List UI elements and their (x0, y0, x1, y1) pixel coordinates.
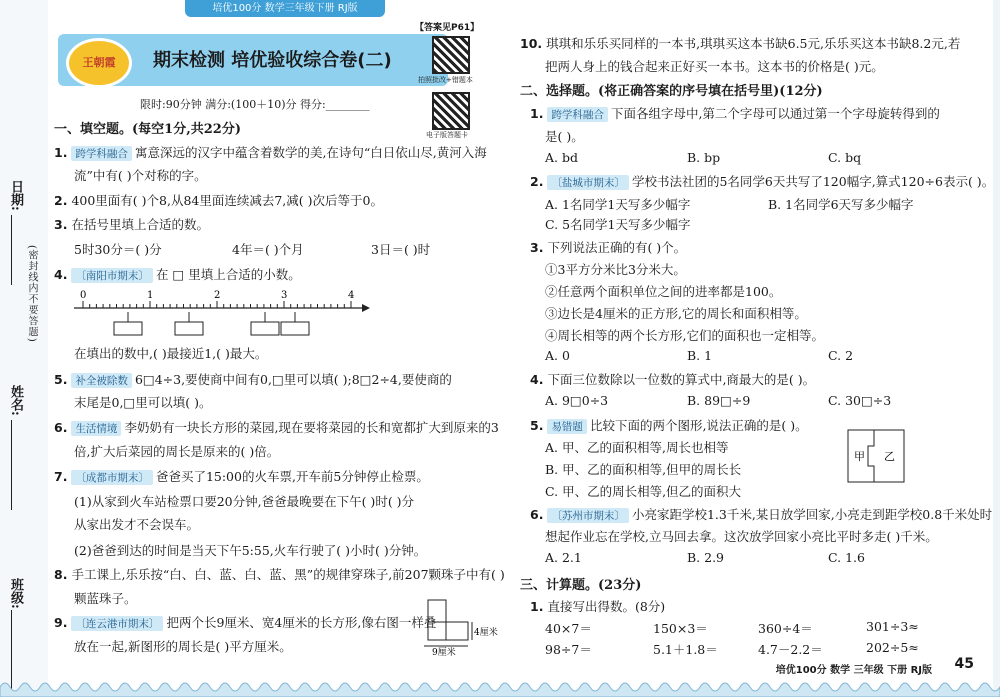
tick-label: 2 (214, 290, 221, 301)
option[interactable]: A. 2.1 (545, 550, 582, 565)
question-text: 是( )。 (545, 129, 584, 144)
height-label: 4厘米 (474, 628, 498, 638)
choice-6: 6. 〔苏州市期末〕 小亮家距学校1.3千米,某日放学回家,小亮走到距学校0.8千米处时 (530, 507, 993, 522)
question-text: (2)爸爸到达的时间是当天下午5:55,火车行驶了( )小时( )分钟。 (74, 543, 427, 558)
question-text: 末尾是0,□里可以填( )。 (74, 395, 212, 410)
question-text: 从家出发才不会误车。 (74, 517, 200, 532)
choice-5: 5. 易错题 比较下面的两个图形,说法正确的是( )。 (530, 418, 808, 433)
qr-caption: 电子版答题卡 (426, 131, 468, 139)
question-5: 5. 补全被除数 6□4÷3,要使商中间有0,□里可以填( );8□2÷4,要使商的 (54, 372, 452, 387)
question-text: 倍,扩大后菜园的周长是原来的( )倍。 (74, 444, 280, 459)
option[interactable]: B. 1名同学6天写多少幅字 (768, 197, 914, 212)
date-line (11, 215, 12, 285)
calc-item: 98÷7＝ (545, 642, 592, 657)
footer-series: 培优100分 数学 三年级 下册 RJ版 (775, 665, 932, 676)
option[interactable]: C. 30□÷3 (828, 393, 892, 408)
choice-4: 4. 下面三位数除以一位数的算式中,商最大的是( )。 (530, 372, 816, 387)
question-text: 流”中有( )个对称的字。 (74, 168, 207, 183)
option[interactable]: B. 2.9 (687, 550, 725, 565)
calc-1: 1. 直接写出得数。(8分) (530, 599, 666, 614)
question-text: 把两人身上的钱合起来正好买一本书。这本书的价格是( )元。 (545, 59, 884, 74)
choice-3: 3. 下列说法正确的有( )个。 (530, 240, 687, 255)
answer-box (114, 322, 142, 335)
jia-label: 甲 (854, 450, 865, 463)
number-line (70, 288, 370, 338)
exam-meta: 限时:90分钟 满分:(100＋10)分 得分:________ (140, 98, 370, 111)
title-banner (58, 34, 448, 86)
seal-note: (密封线内不要答题) (26, 245, 37, 343)
question-text: 放在一起,新图形的周长是( )平方厘米。 (74, 639, 292, 654)
yi-label: 乙 (884, 450, 895, 463)
statement: ①3平方分米比3分米大。 (545, 262, 686, 277)
brand-logo: 王朝霞 (66, 38, 132, 88)
section-heading: 二、选择题。(将正确答案的序号填在括号里)(12分) (520, 84, 823, 99)
option[interactable]: A. 9□0÷3 (545, 393, 609, 408)
option[interactable]: A. 1名同学1天写多少幅字 (545, 197, 691, 212)
option[interactable]: A. 甲、乙的面积相等,周长也相等 (545, 440, 729, 455)
question-text: (1)从家到火车站检票口要20分钟,爸爸最晚要在下午( )时( )分 (74, 494, 415, 509)
option[interactable]: B. 甲、乙的面积相等,但甲的周长长 (545, 462, 742, 477)
class-label: 班级: (8, 578, 23, 609)
option[interactable]: C. 1.6 (828, 550, 865, 565)
date-label: 日期: (8, 180, 23, 211)
wave-border (0, 675, 1000, 697)
blank-item: 3日＝( )时 (371, 242, 431, 257)
series-banner: 培优100分 数学三年级下册 RJ版 (185, 0, 385, 17)
answer-box (251, 322, 279, 335)
option[interactable]: C. 甲、乙的周长相等,但乙的面积大 (545, 484, 742, 499)
calc-item: 301÷3≈ (866, 619, 919, 634)
question-text: 颗蓝珠子。 (74, 591, 137, 606)
qr-code-icon[interactable] (432, 92, 470, 130)
overlap-rectangles-figure (420, 598, 505, 656)
question-9: 9. 〔连云港市期末〕 把两个长9厘米、宽4厘米的长方形,像右图一样叠 (54, 615, 437, 630)
page-number: 45 (954, 656, 974, 672)
answer-reference: 【答案见P61】 (415, 23, 480, 33)
option[interactable]: C. 5名同学1天写多少幅字 (545, 217, 691, 232)
blank-item: 5时30分＝( )分 (74, 242, 162, 257)
question-10: 10. 琪琪和乐乐买同样的一本书,琪琪买这本书缺6.5元,乐乐买这本书缺8.2元,若 (520, 36, 961, 51)
calc-item: 40×7＝ (545, 621, 592, 636)
question-8: 8. 手工课上,乐乐按“白、白、蓝、白、蓝、黑”的规律穿珠子,前207颗珠子中有( ) (54, 567, 505, 582)
question-6: 6. 生活情境 李奶奶有一块长方形的菜园,现在要将菜园的长和宽都扩大到原来的3 (54, 420, 499, 435)
calc-item: 4.7－2.2＝ (758, 642, 823, 657)
option[interactable]: C. 2 (828, 348, 854, 363)
section-heading: 一、填空题。(每空1分,共22分) (54, 122, 241, 137)
binding-margin (0, 0, 49, 697)
statement: ③边长是4厘米的正方形,它的周长和面积相等。 (545, 306, 807, 321)
question-4: 4. 〔南阳市期末〕 在 □ 里填上合适的小数。 (54, 267, 301, 282)
question-2: 2. 400里面有( )个8,从84里面连续减去7,减( )次后等于0。 (54, 193, 383, 208)
tick-label: 1 (147, 290, 154, 301)
question-text: 在填出的数中,( )最接近1,( )最大。 (74, 346, 268, 361)
option[interactable]: B. 89□÷9 (687, 393, 751, 408)
question-text: 想起作业忘在学校,立马回去拿。这次放学回家小亮比平时多走( )千米。 (545, 529, 938, 544)
name-label: 姓名: (8, 385, 23, 416)
choice-2: 2. 〔盐城市期末〕 学校书法社团的5名同学6天共写了120幅字,算式120÷6表示( )。 (530, 174, 995, 189)
section-heading: 三、计算题。(23分) (520, 578, 642, 593)
option[interactable]: B. bp (687, 150, 721, 165)
option[interactable]: A. 0 (545, 348, 570, 363)
question-1: 1. 跨学科融合 寓意深远的汉字中蕴含着数学的美,在诗句“白日依山尽,黄河入海 (54, 145, 487, 160)
jia-yi-figure (846, 428, 908, 486)
calc-item: 5.1＋1.8＝ (653, 642, 718, 657)
choice-1: 1. 跨学科融合 下面各组字母中,第二个字母可以通过第一个字母旋转得到的 (530, 106, 940, 121)
question-7: 7. 〔成都市期末〕 爸爸买了15:00的火车票,开车前5分钟停止检票。 (54, 469, 429, 484)
tick-label: 0 (80, 290, 87, 301)
name-line (11, 420, 12, 510)
statement: ④周长相等的两个长方形,它们的面积也一定相等。 (545, 328, 824, 343)
option[interactable]: C. bq (828, 150, 862, 165)
calc-item: 360÷4＝ (758, 621, 813, 636)
width-label: 9厘米 (432, 648, 456, 656)
qr-code-icon[interactable] (432, 36, 470, 74)
question-3: 3. 在括号里填上合适的数。 (54, 217, 209, 232)
option[interactable]: B. 1 (687, 348, 713, 363)
page-title: 期末检测 培优验收综合卷(二) (153, 50, 392, 71)
option[interactable]: A. bd (545, 150, 578, 165)
calc-item: 202÷5≈ (866, 640, 919, 655)
blank-item: 4年＝( )个月 (232, 242, 304, 257)
statement: ②任意两个面积单位之间的进率都是100。 (545, 284, 782, 299)
tick-label: 4 (348, 290, 355, 301)
calc-item: 150×3＝ (653, 621, 708, 636)
answer-box (175, 322, 203, 335)
answer-box (281, 322, 309, 335)
tick-label: 3 (281, 290, 288, 301)
qr-caption: 拍照批改+错题本 (418, 76, 473, 84)
